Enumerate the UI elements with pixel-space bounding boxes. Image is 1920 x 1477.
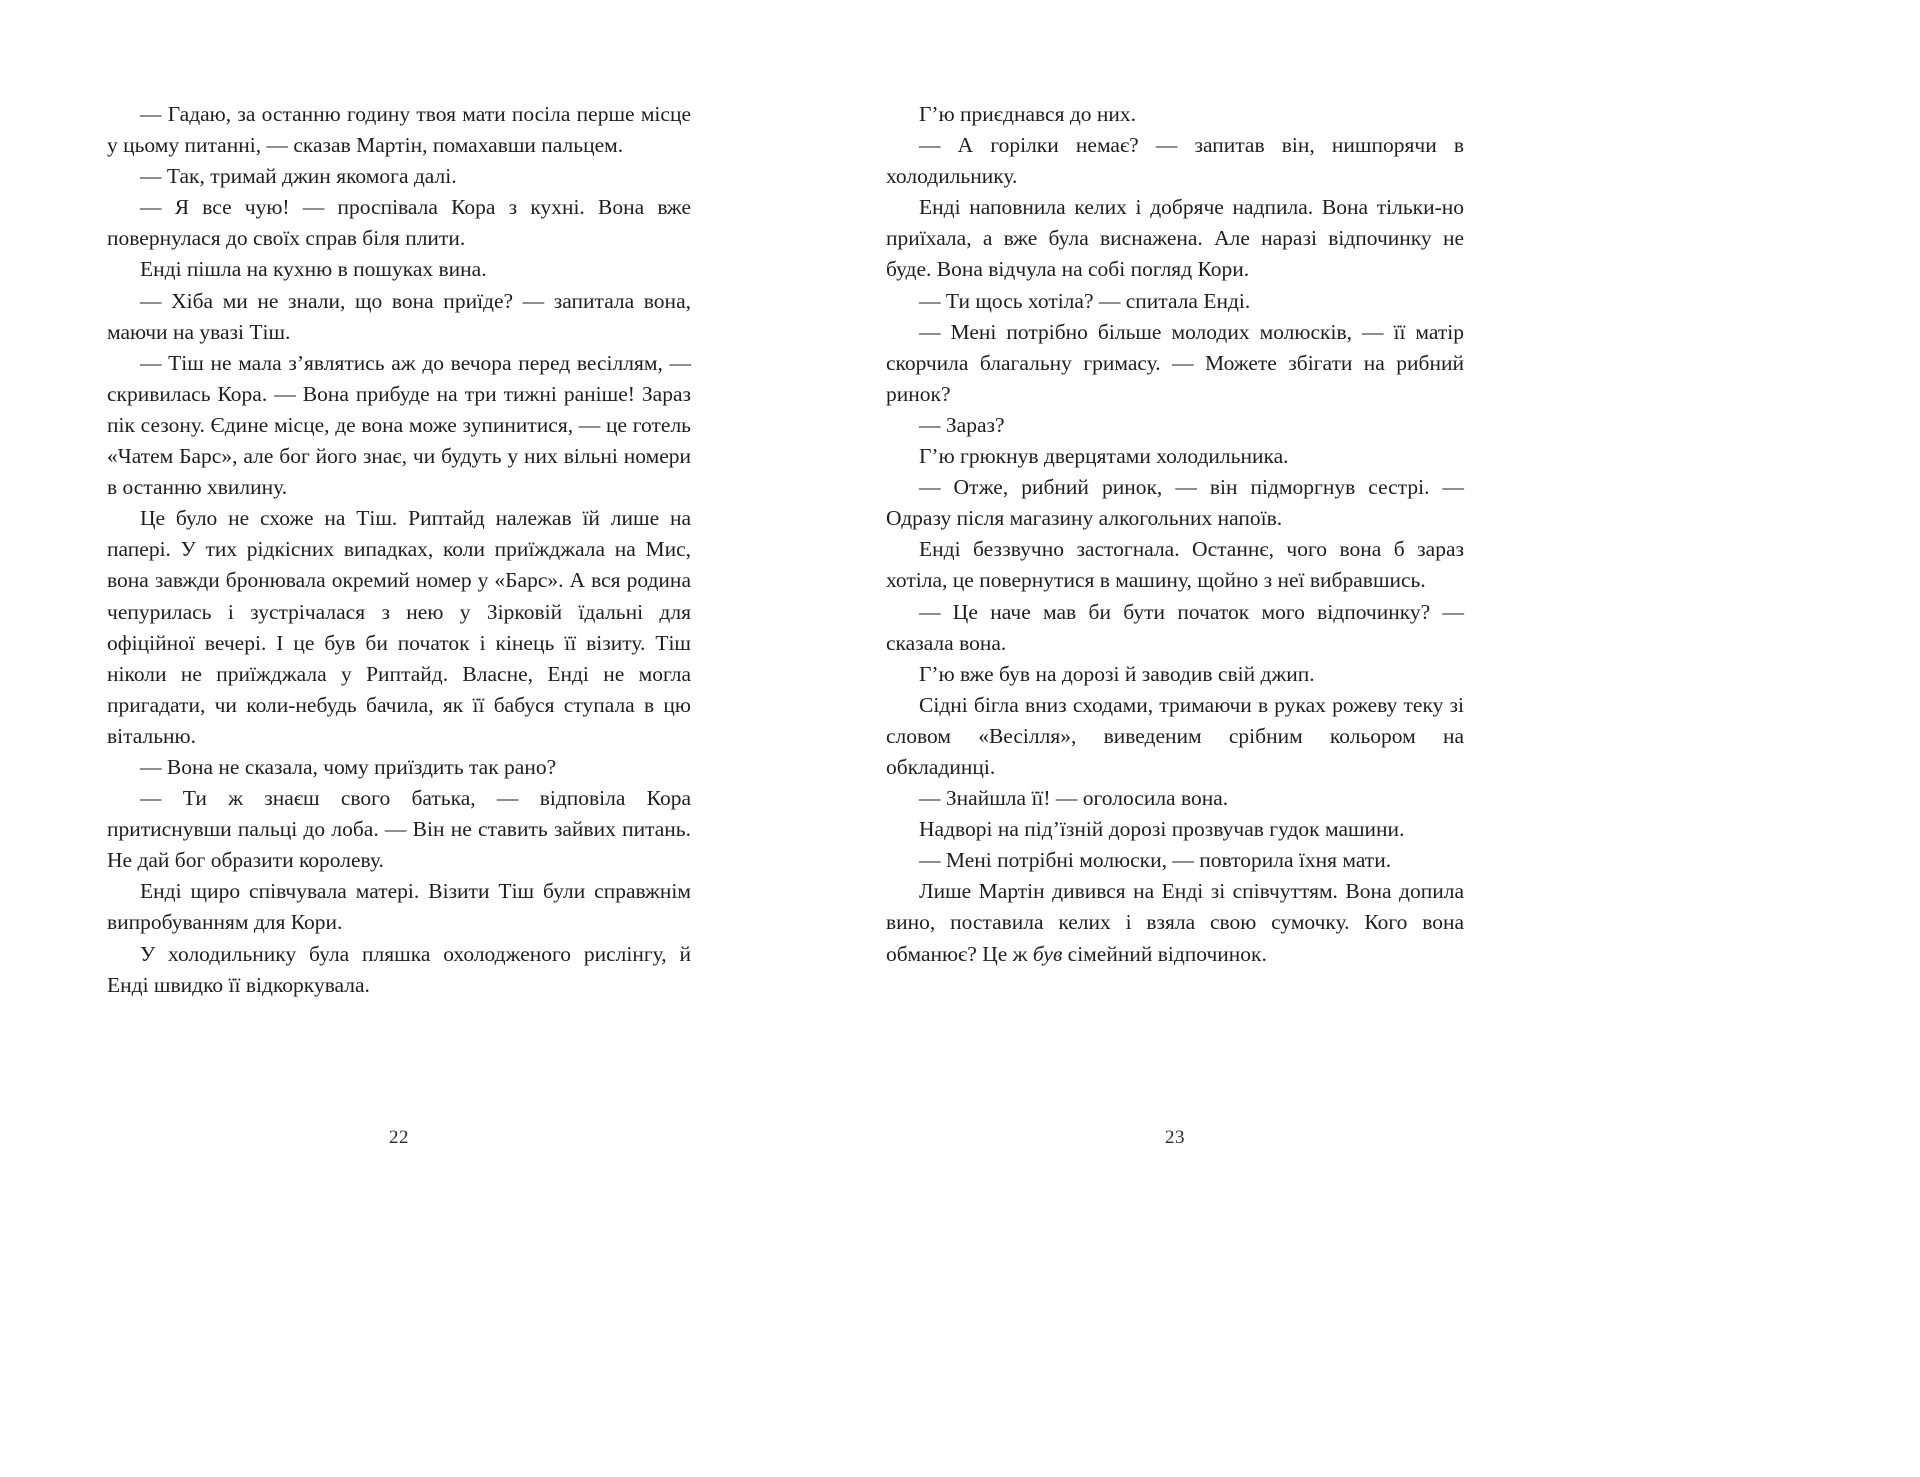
- paragraph: — Мені потрібні молюски, — повторила їхня мати.: [919, 848, 1392, 873]
- paragraph: — Так, тримай джин якомога далі.: [140, 164, 457, 189]
- paragraph: Це було не схоже на Тіш. Риптайд належав їй лише на папері. У тих рідкісних випадках, коли приїжджала на Мис, вона завжди бронювала окремий номер у «Барс». А вся родина чепурилась і зустрічалася з нею у Зірковій їдальні для офіційної вечері. І це був би початок і кінець її візиту. Тіш ніколи не приїжджала у Риптайд. Власне, Енді не могла пригадати, чи коли-небудь бачила, як її бабуся ступала в цю вітальню.: [107, 506, 691, 748]
- paragraph: Енді щиро співчувала матері. Візити Тіш були справжнім випробуванням для Кори.: [107, 879, 691, 935]
- page-right-text: [886, 99, 1464, 970]
- italic-text: був: [1032, 941, 1063, 966]
- paragraph: Енді беззвучно застогнала. Останнє, чого вона б зараз хотіла, це повернутися в машину, щойно з неї вибравшись.: [886, 537, 1464, 593]
- paragraph: — Ти ж знаєш свого батька, — відповіла Кора притиснувши пальці до лоба. — Він не ставить зайвих питань. Не дай бог образити королеву.: [107, 786, 691, 873]
- paragraph: Сідні бігла вниз сходами, тримаючи в руках рожеву теку зі словом «Весілля», виведеним срібним кольором на обкладинці.: [886, 692, 1464, 779]
- paragraph: Енді пішла на кухню в пошуках вина.: [140, 257, 487, 282]
- paragraph: — А горілки немає? — запитав він, нишпорячи в холодильнику.: [886, 133, 1464, 189]
- paragraph: Лише Мартін дивився на Енді зі співчуттям. Вона допила вино, поставила келих і взяла свою сумочку. Кого вона обманює? Це ж був сімейний відпочинок.: [886, 879, 1464, 966]
- paragraph: У холодильнику була пляшка охолодженого рислінгу, й Енді швидко її відкоркувала.: [107, 941, 691, 997]
- paragraph: Г’ю приєднався до них.: [919, 102, 1137, 126]
- paragraph: Надворі на під’їзній дорозі прозвучав гудок машини.: [919, 817, 1405, 842]
- page-left-number: 22: [389, 1127, 409, 1148]
- paragraph: — Мені потрібно більше молодих молюсків, — її матір скорчила благальну гримасу. — Можете збігати на рибний ринок?: [886, 319, 1464, 406]
- paragraph: — Отже, рибний ринок, — він підморгнув сестрі. — Одразу після магазину алкогольних напоїв.: [886, 475, 1464, 531]
- paragraph: — Хіба ми не знали, що вона приїде? — запитала вона, маючи на увазі Тіш.: [107, 288, 691, 344]
- paragraph: — Це наче мав би бути початок мого відпочинку? — сказала вона.: [886, 599, 1464, 655]
- page-right-number: 23: [1165, 1127, 1185, 1148]
- paragraph: — Знайшла її! — оголосила вона.: [919, 786, 1229, 811]
- page-left-text: [107, 99, 691, 1001]
- paragraph: — Вона не сказала, чому приїздить так рано?: [140, 754, 557, 779]
- paragraph: Г’ю грюкнув дверцятами холодильника.: [919, 444, 1289, 469]
- paragraph: — Ти щось хотіла? — спитала Енді.: [919, 288, 1251, 313]
- paragraph: — Тіш не мала з’являтись аж до вечора перед весіллям, — скривилась Кора. — Вона прибуде на три тижні раніше! Зараз пік сезону. Єдине місце, де вона може зупинитися, — це готель «Чатем Барс», але бог його знає, чи будуть у них вільні номери в останню хвилину.: [107, 350, 691, 500]
- paragraph: Г’ю вже був на дорозі й заводив свій джип.: [919, 661, 1315, 686]
- paragraph: — Я все чую! — проспівала Кора з кухні. Вона вже повернулася до своїх справ біля плити.: [107, 195, 691, 251]
- paragraph: — Зараз?: [919, 412, 1005, 437]
- page-left: [107, 0, 691, 1477]
- paragraph: Енді наповнила келих і добряче надпила. Вона тільки-но приїхала, а вже була виснажена. Але наразі відпочинку не буде. Вона відчула на собі погляд Кори.: [886, 195, 1464, 282]
- page-right: [886, 0, 1464, 1477]
- paragraph: — Гадаю, за останню годину твоя мати посіла перше місце у цьому питанні, — сказав Мартін, помахавши пальцем.: [107, 102, 691, 158]
